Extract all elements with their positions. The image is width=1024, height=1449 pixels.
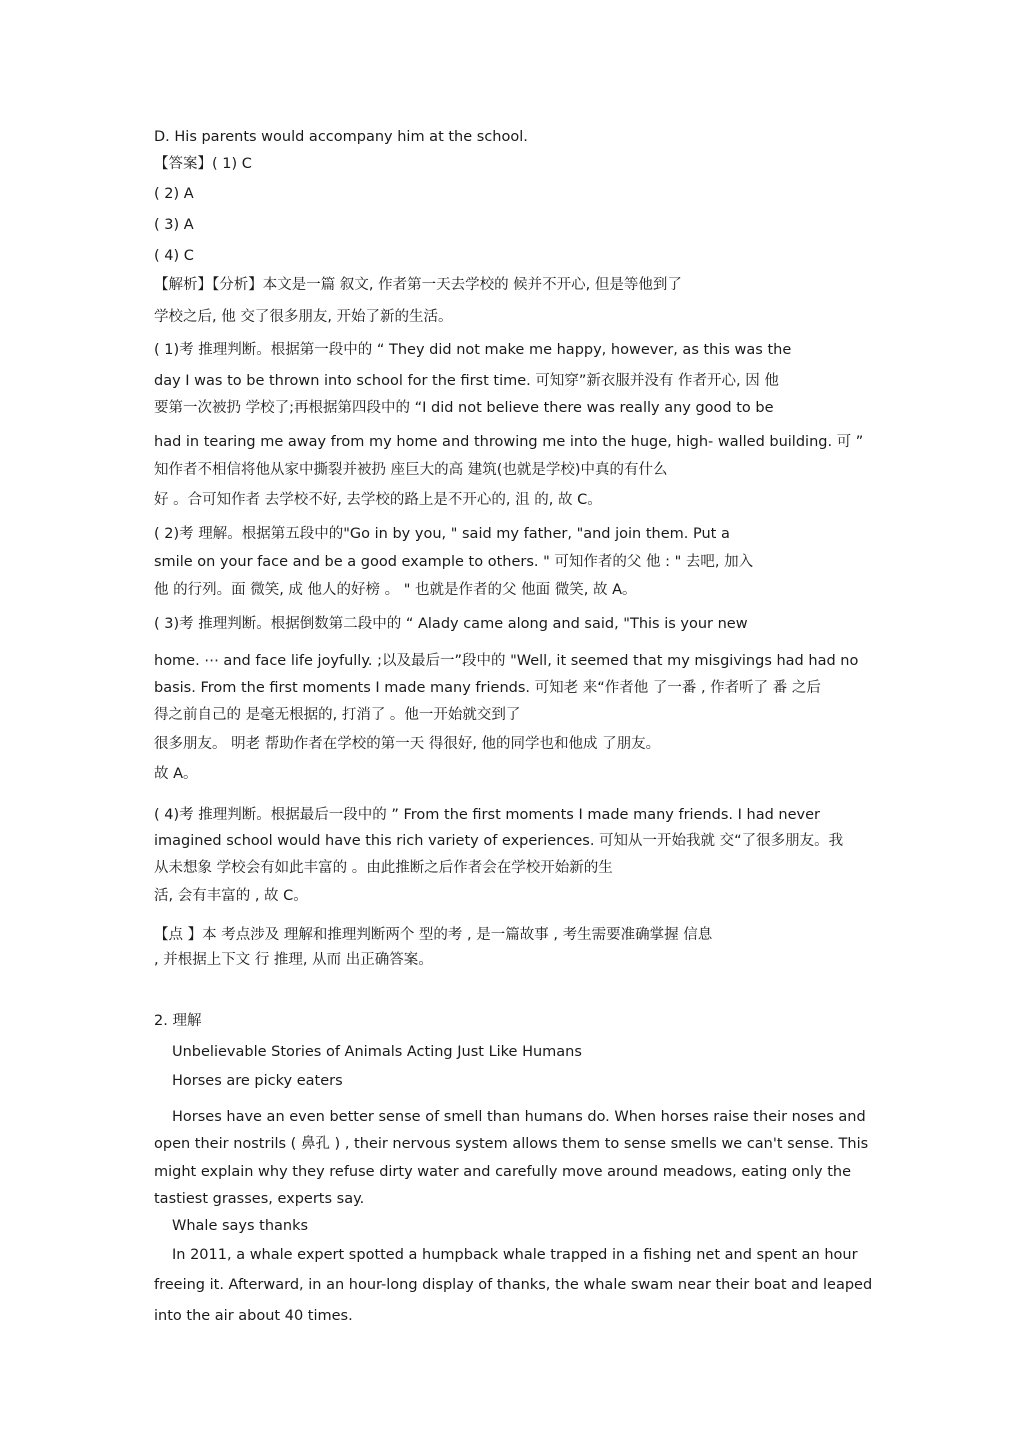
comment-line: 【点 】本 考点涉及 理解和推理判断两个 型的考 , 是一篇故事 , 考生需要准确掌握 信息 bbox=[154, 927, 713, 943]
passage-subheading: Horses are picky eaters bbox=[172, 1073, 343, 1089]
analysis-line: ( 4)考 推理判断。根据最后一段中的 ” From the first moments I made many friends. I had never bbox=[154, 807, 821, 823]
analysis-line: ( 1)考 推理判断。根据第一段中的 “ They did not make me happy, however, as this was the bbox=[154, 342, 792, 358]
analysis-line: 从未想象 学校会有如此丰富的 。由此推断之后作者会在学校开始新的生 bbox=[154, 860, 613, 876]
passage-line: freeing it. Afterward, in an hour-long display of thanks, the whale swam near their boat and leaped bbox=[154, 1277, 873, 1293]
answer-2: ( 2) A bbox=[154, 186, 194, 202]
option-d: D. His parents would accompany him at the school. bbox=[154, 129, 528, 145]
analysis-line: basis. From the first moments I made many friends. 可知老 来“作者他 了一番 , 作者听了 番 之后 bbox=[154, 680, 821, 696]
passage-line: open their nostrils ( 鼻孔 ) , their nervous system allows them to sense smells we can't sense. This bbox=[154, 1136, 869, 1152]
analysis-line: imagined school would have this rich variety of experiences. 可知从一开始我就 交“了很多朋友。我 bbox=[154, 833, 844, 849]
analysis-line: 学校之后, 他 交了很多朋友, 开始了新的生活。 bbox=[154, 309, 453, 325]
analysis-line: 得之前自己的 是毫无根据的, 打消了 。他一开始就交到了 bbox=[154, 707, 521, 723]
analysis-line: 故 A。 bbox=[154, 766, 198, 782]
analysis-line: smile on your face and be a good example to others. " 可知作者的父 他 : " 去吧, 加入 bbox=[154, 554, 754, 570]
section-heading: 2. 理解 bbox=[154, 1013, 202, 1029]
analysis-line: had in tearing me away from my home and throwing me into the huge, high- walled building. 可 ” bbox=[154, 434, 864, 450]
passage-title: Unbelievable Stories of Animals Acting Just Like Humans bbox=[172, 1044, 582, 1060]
analysis-line: 他 的行列。面 微笑, 成 他人的好榜 。 " 也就是作者的父 他面 微笑, 故 A。 bbox=[154, 582, 637, 598]
analysis-line: 知作者不相信将他从家中撕裂并被扔 座巨大的高 建筑(也就是学校)中真的有什么 bbox=[154, 462, 668, 478]
passage-subheading: Whale says thanks bbox=[172, 1218, 309, 1234]
analysis-line: 要第一次被扔 学校了;再根据第四段中的 “I did not believe there was really any good to be bbox=[154, 400, 774, 416]
analysis-line: ( 3)考 推理判断。根据倒数第二段中的 “ Alady came along and said, "This is your new bbox=[154, 616, 748, 632]
answer-4: ( 4) C bbox=[154, 248, 194, 264]
analysis-line: home. ⋯ and face life joyfully. ;以及最后一”段中的 "Well, it seemed that my misgivings had had no bbox=[154, 653, 859, 669]
comment-line: , 并根据上下文 行 推理, 从而 出正确答案。 bbox=[154, 952, 433, 968]
passage-line: might explain why they refuse dirty water and carefully move around meadows, eating only the bbox=[154, 1164, 851, 1180]
passage-line: into the air about 40 times. bbox=[154, 1308, 353, 1324]
passage-line: Horses have an even better sense of smell than humans do. When horses raise their noses and bbox=[172, 1109, 866, 1125]
answer-1: 【答案】( 1) C bbox=[154, 156, 252, 172]
analysis-line: day I was to be thrown into school for the first time. 可知穿”新衣服并没有 作者开心, 因 他 bbox=[154, 373, 779, 389]
analysis-line: 好 。合可知作者 去学校不好, 去学校的路上是不开心的, 沮 的, 故 C。 bbox=[154, 492, 602, 508]
analysis-line: 很多朋友。 明老 帮助作者在学校的第一天 得很好, 他的同学也和他成 了朋友。 bbox=[154, 736, 661, 752]
passage-line: tastiest grasses, experts say. bbox=[154, 1191, 365, 1207]
passage-line: In 2011, a whale expert spotted a humpback whale trapped in a fishing net and spent an hour bbox=[172, 1247, 858, 1263]
analysis-line: 活, 会有丰富的 , 故 C。 bbox=[154, 888, 308, 904]
answer-3: ( 3) A bbox=[154, 217, 194, 233]
analysis-line: ( 2)考 理解。根据第五段中的"Go in by you, " said my father, "and join them. Put a bbox=[154, 526, 730, 542]
analysis-line: 【解析】【分析】本文是一篇 叙文, 作者第一天去学校的 候并不开心, 但是等他到了 bbox=[154, 277, 682, 293]
